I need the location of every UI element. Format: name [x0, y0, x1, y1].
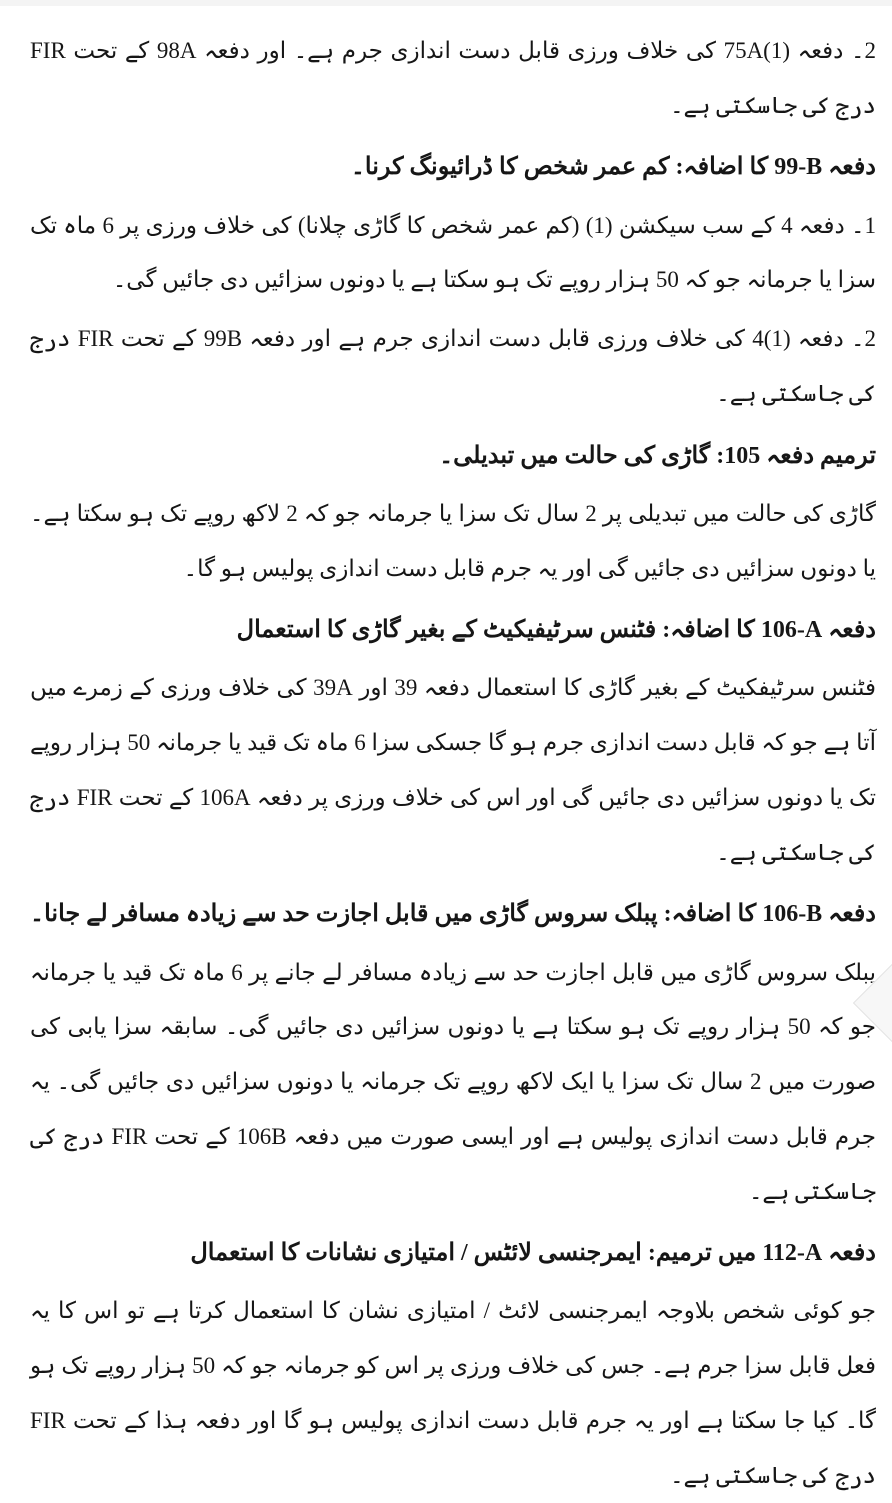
- list-item-underage-driving-penalty: 1۔ دفعہ 4 کے سب سیکشن (1) (کم عمر شخص کا گاڑی چلانا) کی خلاف ورزی پر 6 ماہ تک سزا یا جرمانہ جو کہ 50 ہزار روپے تک ہو سکتا ہے یا دونوں سزائیں دی جائیں گی۔: [30, 212, 877, 293]
- section-heading-105: ترمیم دفعہ 105: گاڑی کی حالت میں تبدیلی۔: [439, 442, 876, 469]
- paragraph-106b-overloading-passengers: پبلک سروس گاڑی میں قابل اجازت حد سے زیادہ مسافر لے جانے پر 6 ماہ تک قید یا جرمانہ جو کہ 50 ہزار روپے تک ہو سکتا ہے یا دونوں سزائیں دی جائیں گی۔ سابقہ سزا یابی کی صورت میں 2 سال تک سزا یا ایک لاکھ روپے تک جرمانہ یا دونوں سزائیں دی جائیں گی۔ یہ جرم قابل دست اندازی پولیس ہے اور ایسی صورت میں دفعہ 106B کے تحت FIR درج کی جاسکتی ہے۔: [30, 959, 877, 1204]
- list-item-75a-violation: 2۔ دفعہ ⁦75A(1)⁩ کی خلاف ورزی قابل دست اندازی جرم ہے۔ اور دفعہ 98A کے تحت FIR درج کی جاسکتی ہے۔: [30, 38, 876, 118]
- section-heading-112a: دفعہ ⁦112-A⁩ میں ترمیم: ایمرجنسی لائٹس / امتیازی نشانات کا استعمال: [190, 1240, 876, 1267]
- photo-top-edge: [0, 0, 892, 6]
- paragraph-106a-fitness-certificate: فٹنس سرٹیفکیٹ کے بغیر گاڑی کا استعمال دفعہ 39 اور 39A کی خلاف ورزی کے زمرے میں آتا ہے جو کہ قابل دست اندازی جرم ہو گا جسکی سزا 6 ماہ تک قید یا جرمانہ 50 ہزار روپے تک یا دونوں سزائیں دی جائیں گی اور اس کی خلاف ورزی پر دفعہ 106A کے تحت FIR درج کی جاسکتی ہے۔: [30, 675, 876, 865]
- section-heading-106b: دفعہ ⁦106-B⁩ کا اضافہ: پبلک سروس گاڑی میں قابل اجازت حد سے زیادہ مسافر لے جانا۔: [30, 901, 876, 928]
- paragraph-112a-emergency-lights: جو کوئی شخص بلاوجہ ایمرجنسی لائٹ / امتیازی نشان کا استعمال کرتا ہے تو اس کا یہ فعل قابل سزا جرم ہے۔ جس کی خلاف ورزی پر اس کو جرمانہ جو کہ 50 ہزار روپے تک ہو گا۔ کیا جا سکتا ہے اور یہ جرم قابل دست اندازی پولیس ہو گا اور دفعہ ہذا کے تحت FIR درج کی جاسکتی ہے۔: [30, 1298, 877, 1488]
- paragraph-105-vehicle-alteration: گاڑی کی حالت میں تبدیلی پر 2 سال تک سزا یا جرمانہ جو کہ 2 لاکھ روپے تک ہو سکتا ہے۔ یا دونوں سزائیں دی جائیں گی اور یہ جرم قابل دست اندازی پولیس ہو گا۔: [30, 500, 876, 581]
- section-heading-99b: دفعہ ⁦99-B⁩ کا اضافہ: کم عمر شخص کا ڈرائیونگ کرنا۔: [350, 154, 876, 181]
- list-item-99b-fir: 2۔ دفعہ ⁦4(1)⁩ کی خلاف ورزی قابل دست اندازی جرم ہے اور دفعہ 99B کے تحت FIR درج کی جاسکتی ہے۔: [30, 326, 876, 406]
- section-heading-106a: دفعہ ⁦106-A⁩ کا اضافہ: فٹنس سرٹیفیکیٹ کے بغیر گاڑی کا استعمال: [236, 617, 876, 644]
